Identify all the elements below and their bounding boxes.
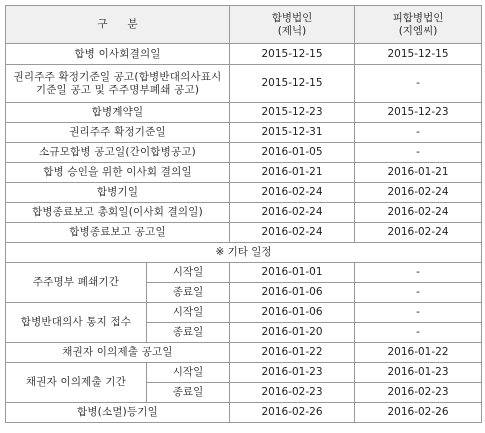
merged-date: - bbox=[355, 303, 482, 323]
merging-date: 2016-01-06 bbox=[230, 303, 355, 323]
merged-date: 2016-02-24 bbox=[355, 183, 482, 203]
header-merging-company-alias: (제닉) bbox=[277, 24, 307, 37]
merging-date: 2016-02-24 bbox=[230, 183, 355, 203]
merged-date: 2015-12-15 bbox=[355, 44, 482, 65]
start-label: 시작일 bbox=[147, 263, 230, 283]
merged-date: 2015-12-23 bbox=[355, 103, 482, 123]
merging-date: 2016-01-01 bbox=[230, 263, 355, 283]
shareholder-closure-label: 주주명부 폐쇄기간 bbox=[6, 263, 147, 303]
start-label: 시작일 bbox=[147, 363, 230, 383]
table-row bbox=[6, 223, 482, 243]
row-label: 합병계약일 bbox=[6, 103, 230, 123]
merging-date: 2016-02-24 bbox=[230, 223, 355, 243]
table-row bbox=[6, 363, 482, 383]
creditor-notice-label: 채권자 이의제출 공고일 bbox=[6, 343, 230, 363]
row-label: 합병종료보고 총회일(이사회 결의일) bbox=[6, 203, 230, 223]
table-row bbox=[6, 103, 482, 123]
merging-date: 2015-12-23 bbox=[230, 103, 355, 123]
merging-date: 2016-01-23 bbox=[230, 363, 355, 383]
merged-date: - bbox=[355, 123, 482, 143]
row-label: 합병 승인을 위한 이사회 결의일 bbox=[6, 163, 230, 183]
merged-date: 2016-02-24 bbox=[355, 223, 482, 243]
merged-date: - bbox=[355, 143, 482, 163]
merged-date: 2016-02-26 bbox=[355, 403, 482, 423]
row-label: 합병기일 bbox=[6, 183, 230, 203]
merging-date: 2015-12-15 bbox=[230, 44, 355, 65]
row-label: 권리주주 확정기준일 bbox=[6, 123, 230, 143]
merged-date: - bbox=[355, 263, 482, 283]
merging-date: 2016-01-20 bbox=[230, 323, 355, 343]
merged-date: - bbox=[355, 323, 482, 343]
merged-date: 2016-01-22 bbox=[355, 343, 482, 363]
header-merging-company bbox=[230, 6, 355, 44]
other-schedule-heading-row bbox=[6, 243, 482, 263]
table-row bbox=[6, 123, 482, 143]
table-row bbox=[6, 303, 482, 323]
table-row bbox=[6, 65, 482, 103]
end-label: 종료일 bbox=[147, 283, 230, 303]
registration-label: 합병(소멸)등기일 bbox=[6, 403, 230, 423]
merging-date: 2016-01-22 bbox=[230, 343, 355, 363]
table-row bbox=[6, 203, 482, 223]
header-merged-company-name: 피합병법인 bbox=[392, 11, 444, 24]
table-row bbox=[6, 143, 482, 163]
row-label: 권리주주 확정기준일 공고(합병반대의사표시 기준일 공고 및 주주명부폐쇄 공고) bbox=[6, 65, 230, 103]
table-row bbox=[6, 263, 482, 283]
merged-date: 2016-01-21 bbox=[355, 163, 482, 183]
table-row bbox=[6, 403, 482, 423]
merging-date: 2016-01-06 bbox=[230, 283, 355, 303]
merged-date: - bbox=[355, 65, 482, 103]
start-label: 시작일 bbox=[147, 303, 230, 323]
merged-date: 2016-01-23 bbox=[355, 363, 482, 383]
row-label: 소규모합병 공고일(간이합병공고) bbox=[6, 143, 230, 163]
merging-date: 2016-02-26 bbox=[230, 403, 355, 423]
header-merging-company-name: 합병법인 bbox=[271, 11, 313, 24]
merged-date: 2016-02-23 bbox=[355, 383, 482, 403]
header-category: 구 분 bbox=[6, 6, 230, 44]
header-merged-company bbox=[355, 6, 482, 44]
end-label: 종료일 bbox=[147, 323, 230, 343]
merged-date: 2016-02-24 bbox=[355, 203, 482, 223]
end-label: 종료일 bbox=[147, 383, 230, 403]
merging-date: 2015-12-15 bbox=[230, 65, 355, 103]
merged-date: - bbox=[355, 283, 482, 303]
table-row bbox=[6, 44, 482, 65]
table-row bbox=[6, 183, 482, 203]
merging-date: 2016-01-21 bbox=[230, 163, 355, 183]
schedule-table-wrapper bbox=[5, 5, 482, 423]
dissent-notice-label: 합병반대의사 통지 접수 bbox=[6, 303, 147, 343]
merging-date: 2016-02-24 bbox=[230, 203, 355, 223]
other-schedule-heading: ※ 기타 일정 bbox=[6, 243, 482, 263]
merging-date: 2016-01-05 bbox=[230, 143, 355, 163]
row-label: 합병 이사회결의일 bbox=[6, 44, 230, 65]
merging-date: 2016-02-23 bbox=[230, 383, 355, 403]
header-row bbox=[6, 6, 482, 44]
row-label: 합병종료보고 공고일 bbox=[6, 223, 230, 243]
merging-date: 2015-12-31 bbox=[230, 123, 355, 143]
creditor-period-label: 채권자 이의제출 기간 bbox=[6, 363, 147, 403]
header-merged-company-alias: (지엠씨) bbox=[398, 24, 438, 37]
table-row bbox=[6, 343, 482, 363]
table-row bbox=[6, 163, 482, 183]
merger-schedule-table bbox=[5, 5, 482, 423]
